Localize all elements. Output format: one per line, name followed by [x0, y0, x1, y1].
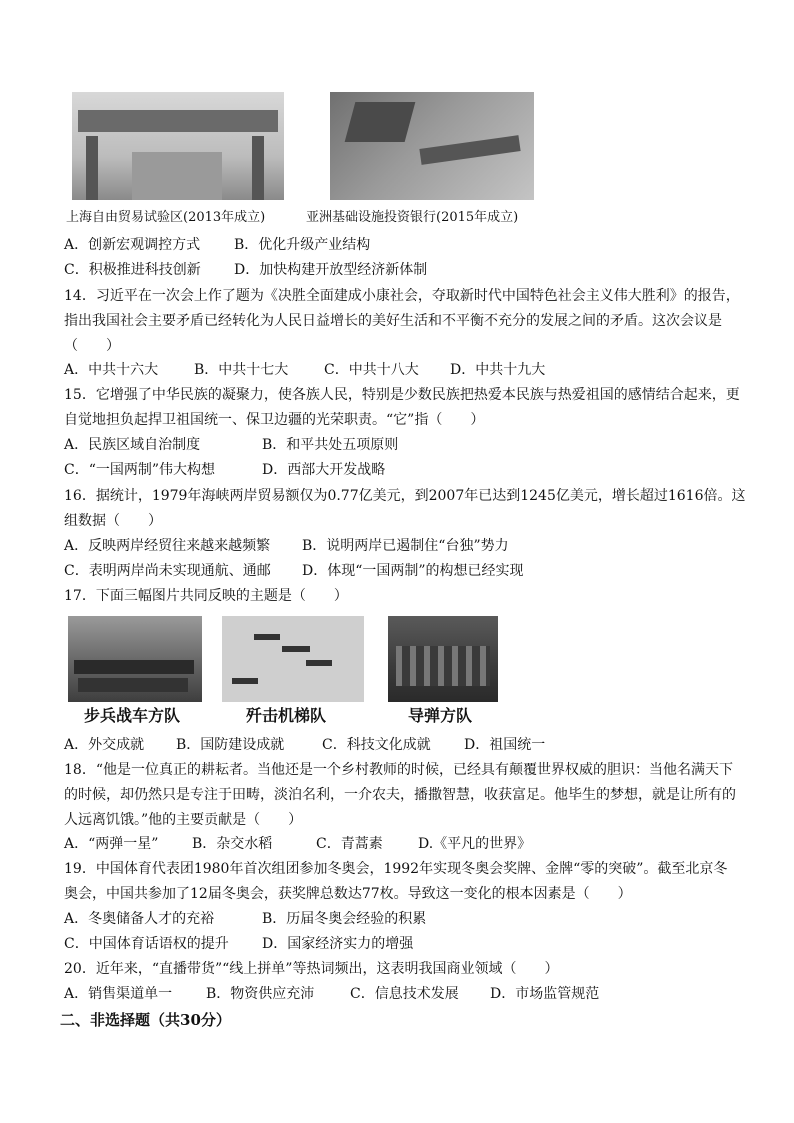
caption-shanghai-ftz: 上海自由贸易试验区(2013年成立) — [66, 210, 266, 225]
q14-stem-line2: 指出我国社会主要矛盾已经转化为人民日益增长的美好生活和不平衡不充分的发展之间的矛盾。这次会议是 — [64, 313, 722, 329]
q13-option-d[interactable]: D．加快构建开放型经济新体制 — [234, 262, 428, 278]
q20-stem: 20．近年来，“直播带货”“线上拼单”等热词频出，这表明我国商业领域（ ） — [64, 961, 559, 977]
q19-options-row1 — [64, 908, 426, 930]
caption-infantry-vehicles: 步兵战车方队 — [84, 706, 181, 725]
q20-option-d[interactable]: D．市场监管规范 — [490, 986, 600, 1002]
q18-option-c[interactable]: C．青蒿素 — [316, 836, 383, 852]
q20-option-b[interactable]: B．物资供应充沛 — [206, 986, 315, 1002]
q17-option-b[interactable]: B．国防建设成就 — [176, 737, 285, 753]
q13-option-b[interactable]: B．优化升级产业结构 — [234, 237, 371, 253]
q14-option-a[interactable]: A．中共十六大 — [64, 362, 159, 378]
photo-missile-formation — [388, 616, 498, 702]
q15-stem-line1: 15．它增强了中华民族的凝聚力，使各族人民，特别是少数民族把热爱本民族与热爱祖国的感情结合起来，更 — [64, 387, 740, 403]
q19-option-b[interactable]: B．历届冬奥会经验的积累 — [262, 911, 427, 927]
q19-stem-line1: 19．中国体育代表团1980年首次组团参加冬奥会，1992年实现冬奥会奖牌、金牌“零的突破”。截至北京冬 — [64, 861, 728, 877]
q15-option-c[interactable]: C．“一国两制”伟大构想 — [64, 462, 216, 478]
q19-stem-line2: 奥会，中国共参加了12届冬奥会，获奖牌总数达77枚。导致这一变化的根本因素是（ ） — [64, 886, 632, 902]
q13-options-row1 — [64, 234, 370, 256]
q20-option-c[interactable]: C．信息技术发展 — [350, 986, 459, 1002]
section-heading-non-choice: 二、非选择题（共30分） — [60, 1011, 231, 1029]
q16-options-row2 — [64, 560, 524, 582]
q15-options-row1 — [64, 434, 398, 456]
q18-option-b[interactable]: B．杂交水稻 — [192, 836, 273, 852]
q17-option-c[interactable]: C．科技文化成就 — [322, 737, 431, 753]
q18-option-a[interactable]: A．“两弹一星” — [64, 836, 159, 852]
q14-option-d[interactable]: D．中共十九大 — [450, 362, 546, 378]
photo-aiib — [330, 92, 534, 200]
q18-options — [64, 833, 531, 855]
q17-stem: 17．下面三幅图片共同反映的主题是（ ） — [64, 588, 348, 604]
q13-option-a[interactable]: A．创新宏观调控方式 — [64, 237, 201, 253]
q14-options — [64, 359, 545, 381]
q15-option-a[interactable]: A．民族区域自治制度 — [64, 437, 201, 453]
q14-option-b[interactable]: B．中共十七大 — [194, 362, 289, 378]
q14-stem-line1: 14．习近平在一次会上作了题为《决胜全面建成小康社会，夺取新时代中国特色社会主义伟大胜利》的报告， — [64, 288, 740, 304]
q18-stem-line3: 人远离饥饿。”他的主要贡献是（ ） — [64, 812, 303, 828]
q17-option-a[interactable]: A．外交成就 — [64, 737, 145, 753]
q15-options-row2 — [64, 459, 385, 481]
q14-option-c[interactable]: C．中共十八大 — [324, 362, 419, 378]
q18-stem-line2: 的时候，却仍然只是专注于田畴，淡泊名利，一介农夫，播撒智慧，收获富足。他毕生的梦想，就是让所有的 — [64, 787, 736, 803]
q19-options-row2 — [64, 933, 413, 955]
q14-stem-line3: （ ） — [64, 338, 120, 354]
q13-options-row2 — [64, 259, 427, 281]
photo-shanghai-ftz — [72, 92, 284, 200]
q17-option-d[interactable]: D．祖国统一 — [464, 737, 546, 753]
q16-stem-line1: 16．据统计，1979年海峡两岸贸易额仅为0.77亿美元，到2007年已达到1245亿美元，增长超过1616倍。这 — [64, 488, 746, 504]
q19-option-d[interactable]: D．国家经济实力的增强 — [262, 936, 414, 952]
q16-option-b[interactable]: B．说明两岸已遏制住“台独”势力 — [302, 538, 509, 554]
q16-option-d[interactable]: D．体现“一国两制”的构想已经实现 — [302, 563, 524, 579]
q20-option-a[interactable]: A．销售渠道单一 — [64, 986, 173, 1002]
q16-option-a[interactable]: A．反映两岸经贸往来越来越频繁 — [64, 538, 271, 554]
photo-fighter-jets — [222, 616, 364, 702]
q17-options — [64, 734, 545, 756]
q19-option-c[interactable]: C．中国体育话语权的提升 — [64, 936, 229, 952]
q16-options-row1 — [64, 535, 509, 557]
photo-infantry-vehicles — [68, 616, 202, 702]
q16-stem-line2: 组数据（ ） — [64, 513, 162, 529]
caption-fighter-jets: 歼击机梯队 — [246, 706, 327, 725]
q15-option-d[interactable]: D．西部大开发战略 — [262, 462, 386, 478]
q16-option-c[interactable]: C．表明两岸尚未实现通航、通邮 — [64, 563, 271, 579]
caption-aiib: 亚洲基础设施投资银行(2015年成立) — [306, 210, 519, 225]
q15-option-b[interactable]: B．和平共处五项原则 — [262, 437, 399, 453]
q19-option-a[interactable]: A．冬奥储备人才的充裕 — [64, 911, 215, 927]
caption-missile-formation: 导弹方队 — [408, 706, 473, 725]
q20-options — [64, 983, 599, 1005]
q18-stem-line1: 18．“他是一位真正的耕耘者。当他还是一个乡村教师的时候，已经具有颠覆世界权威的胆识：当他名满天下 — [64, 762, 733, 778]
q15-stem-line2: 自觉地担负起捍卫祖国统一、保卫边疆的光荣职责。“它”指（ ） — [64, 412, 485, 428]
q18-option-d[interactable]: D.《平凡的世界》 — [418, 836, 532, 852]
q13-option-c[interactable]: C．积极推进科技创新 — [64, 262, 201, 278]
